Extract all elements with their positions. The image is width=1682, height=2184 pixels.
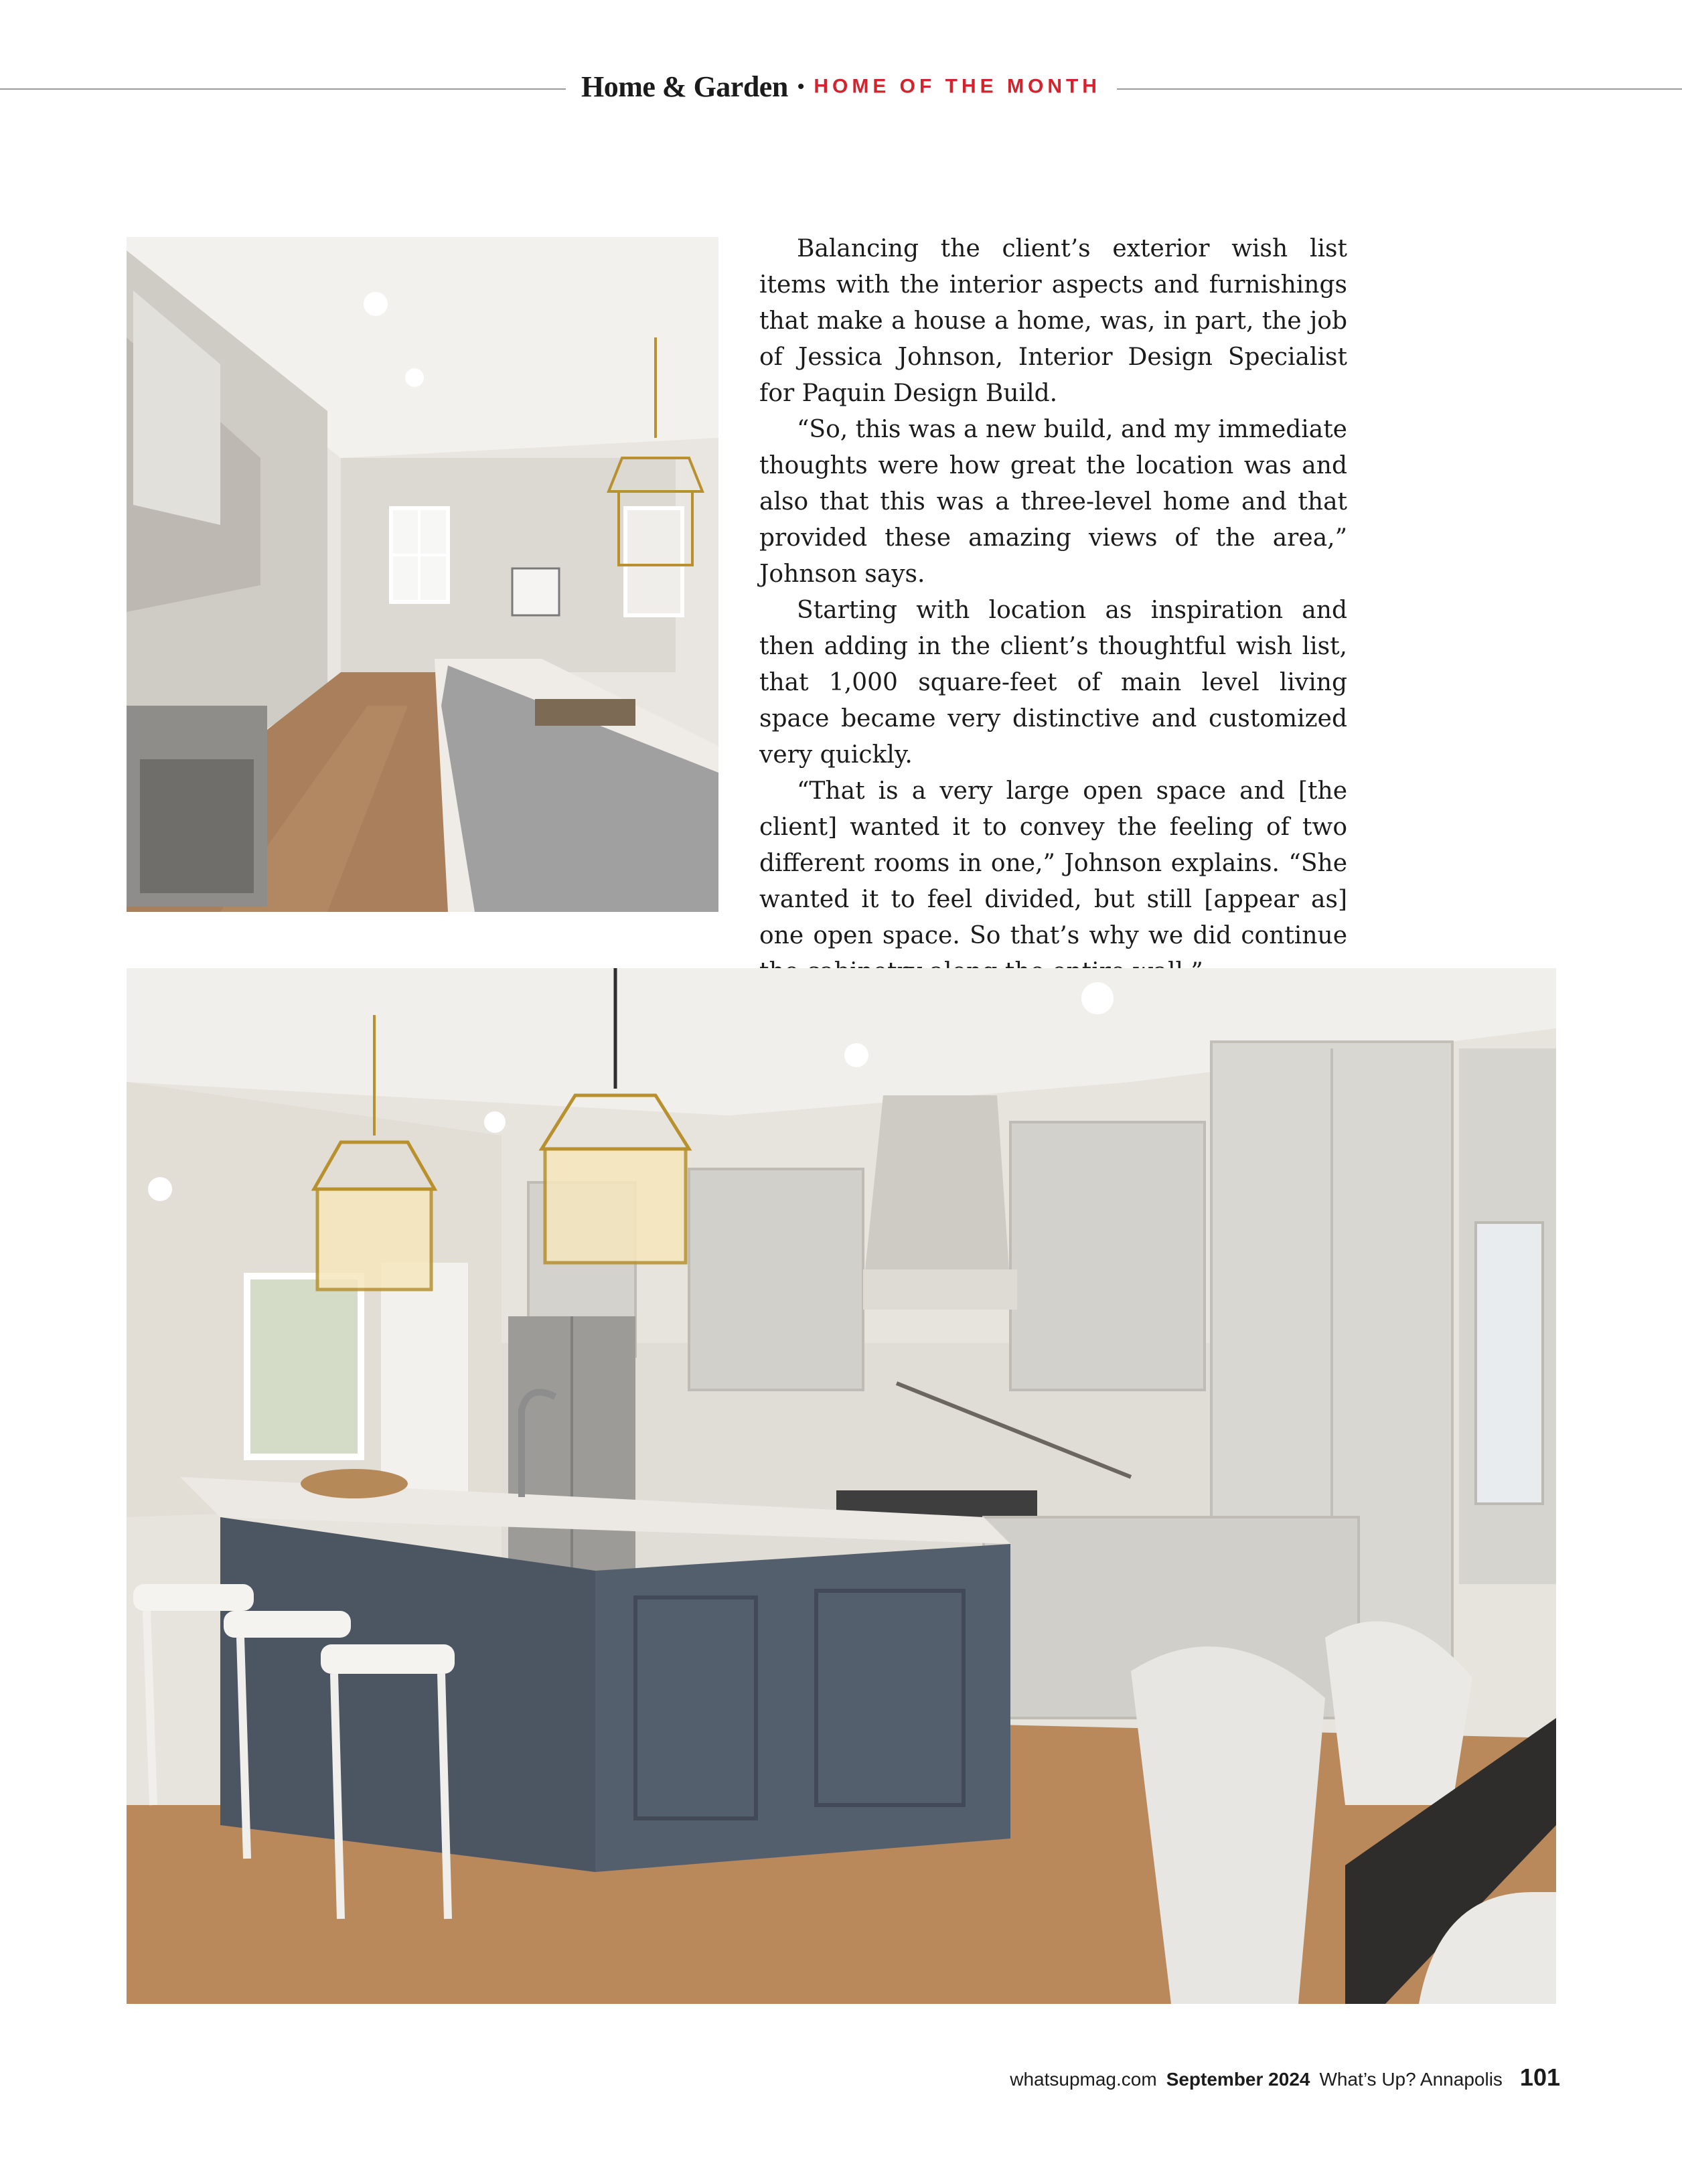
article-paragraph: Balancing the client’s exterior wish list items with the interior aspects and furnishings that make a house a home, was, in part, the job of Jessica Johnson, Interior Design Specialist for Paquin Design Build.	[759, 235, 1347, 407]
article-body	[759, 231, 1347, 990]
footer-magazine: What’s Up? Annapolis	[1319, 2069, 1503, 2090]
kitchen-island-photo	[127, 968, 1556, 2004]
article-paragraph: “That is a very large open space and [the client] wanted it to convey the feeling of two different rooms in one,” Johnson explains. “She wanted it to feel divided, but still [appear as] one open space. So that’s why we did continue	[759, 777, 1347, 949]
header-separator: •	[797, 75, 805, 98]
kitchen-galley-photo	[127, 237, 718, 912]
footer-issue: September 2024	[1166, 2069, 1310, 2090]
kitchen-galley-illustration	[127, 237, 718, 912]
subsection-name: HOME OF THE MONTH	[814, 75, 1101, 98]
running-header	[0, 70, 1682, 104]
page-footer	[1010, 2063, 1560, 2092]
footer-website: whatsupmag.com	[1010, 2069, 1157, 2090]
section-name: Home & Garden	[581, 70, 788, 103]
page-number: 101	[1519, 2063, 1560, 2091]
article-paragraph: “So, this was a new build, and my immediate thoughts were how great the location was and also that this was a three-level home and that provided these amazing views of the area,” Johnson says.	[759, 416, 1347, 588]
article-paragraph: Starting with location as inspiration and then adding in the client’s thoughtful wish list, that 1,000 square-feet of main level living space became very distinctive and customized very quickly.	[759, 597, 1347, 769]
kitchen-island-illustration	[127, 968, 1556, 2004]
